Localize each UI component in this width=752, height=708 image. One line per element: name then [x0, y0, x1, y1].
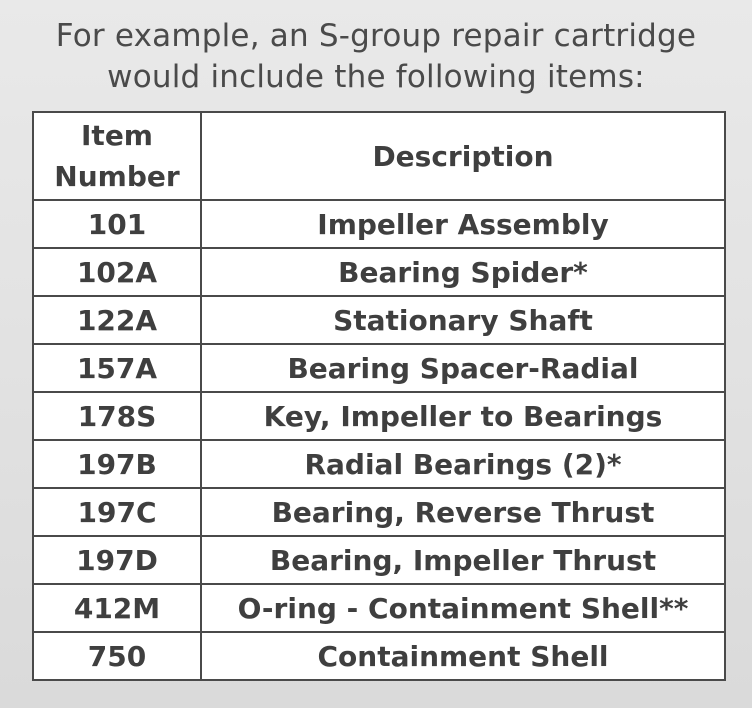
description-cell: Containment Shell: [201, 632, 725, 680]
item-number-cell: 197B: [33, 440, 201, 488]
item-number-cell: 122A: [33, 296, 201, 344]
table-row: [33, 296, 725, 344]
description-cell: Stationary Shaft: [201, 296, 725, 344]
table-row: [33, 440, 725, 488]
item-number-cell: 197D: [33, 536, 201, 584]
intro-line-2: would include the following items:: [107, 59, 645, 95]
description-cell: Bearing, Impeller Thrust: [201, 536, 725, 584]
table-row: [33, 536, 725, 584]
description-header: Description: [201, 112, 725, 200]
table-row: [33, 248, 725, 296]
table-header-row: [33, 112, 725, 200]
item-number-cell: 750: [33, 632, 201, 680]
item-number-cell: 102A: [33, 248, 201, 296]
description-cell: Bearing, Reverse Thrust: [201, 488, 725, 536]
table-row: [33, 344, 725, 392]
item-number-header-line-2: Number: [54, 160, 180, 193]
item-number-cell: 101: [33, 200, 201, 248]
table-row: [33, 488, 725, 536]
description-cell: Key, Impeller to Bearings: [201, 392, 725, 440]
description-cell: Radial Bearings (2)*: [201, 440, 725, 488]
description-cell: Impeller Assembly: [201, 200, 725, 248]
table-row: [33, 392, 725, 440]
item-number-cell: 197C: [33, 488, 201, 536]
intro-line-1: For example, an S-group repair cartridge: [55, 18, 697, 54]
table-row: [33, 632, 725, 680]
parts-table: [32, 111, 726, 681]
description-cell: Bearing Spacer-Radial: [201, 344, 725, 392]
table-row: [33, 200, 725, 248]
item-number-header: [33, 112, 201, 200]
item-number-cell: 157A: [33, 344, 201, 392]
intro-text: [0, 16, 752, 98]
item-number-cell: 178S: [33, 392, 201, 440]
item-number-cell: 412M: [33, 584, 201, 632]
description-cell: O-ring - Containment Shell**: [201, 584, 725, 632]
description-cell: Bearing Spider*: [201, 248, 725, 296]
table-row: [33, 584, 725, 632]
item-number-header-line-1: Item: [81, 119, 153, 152]
